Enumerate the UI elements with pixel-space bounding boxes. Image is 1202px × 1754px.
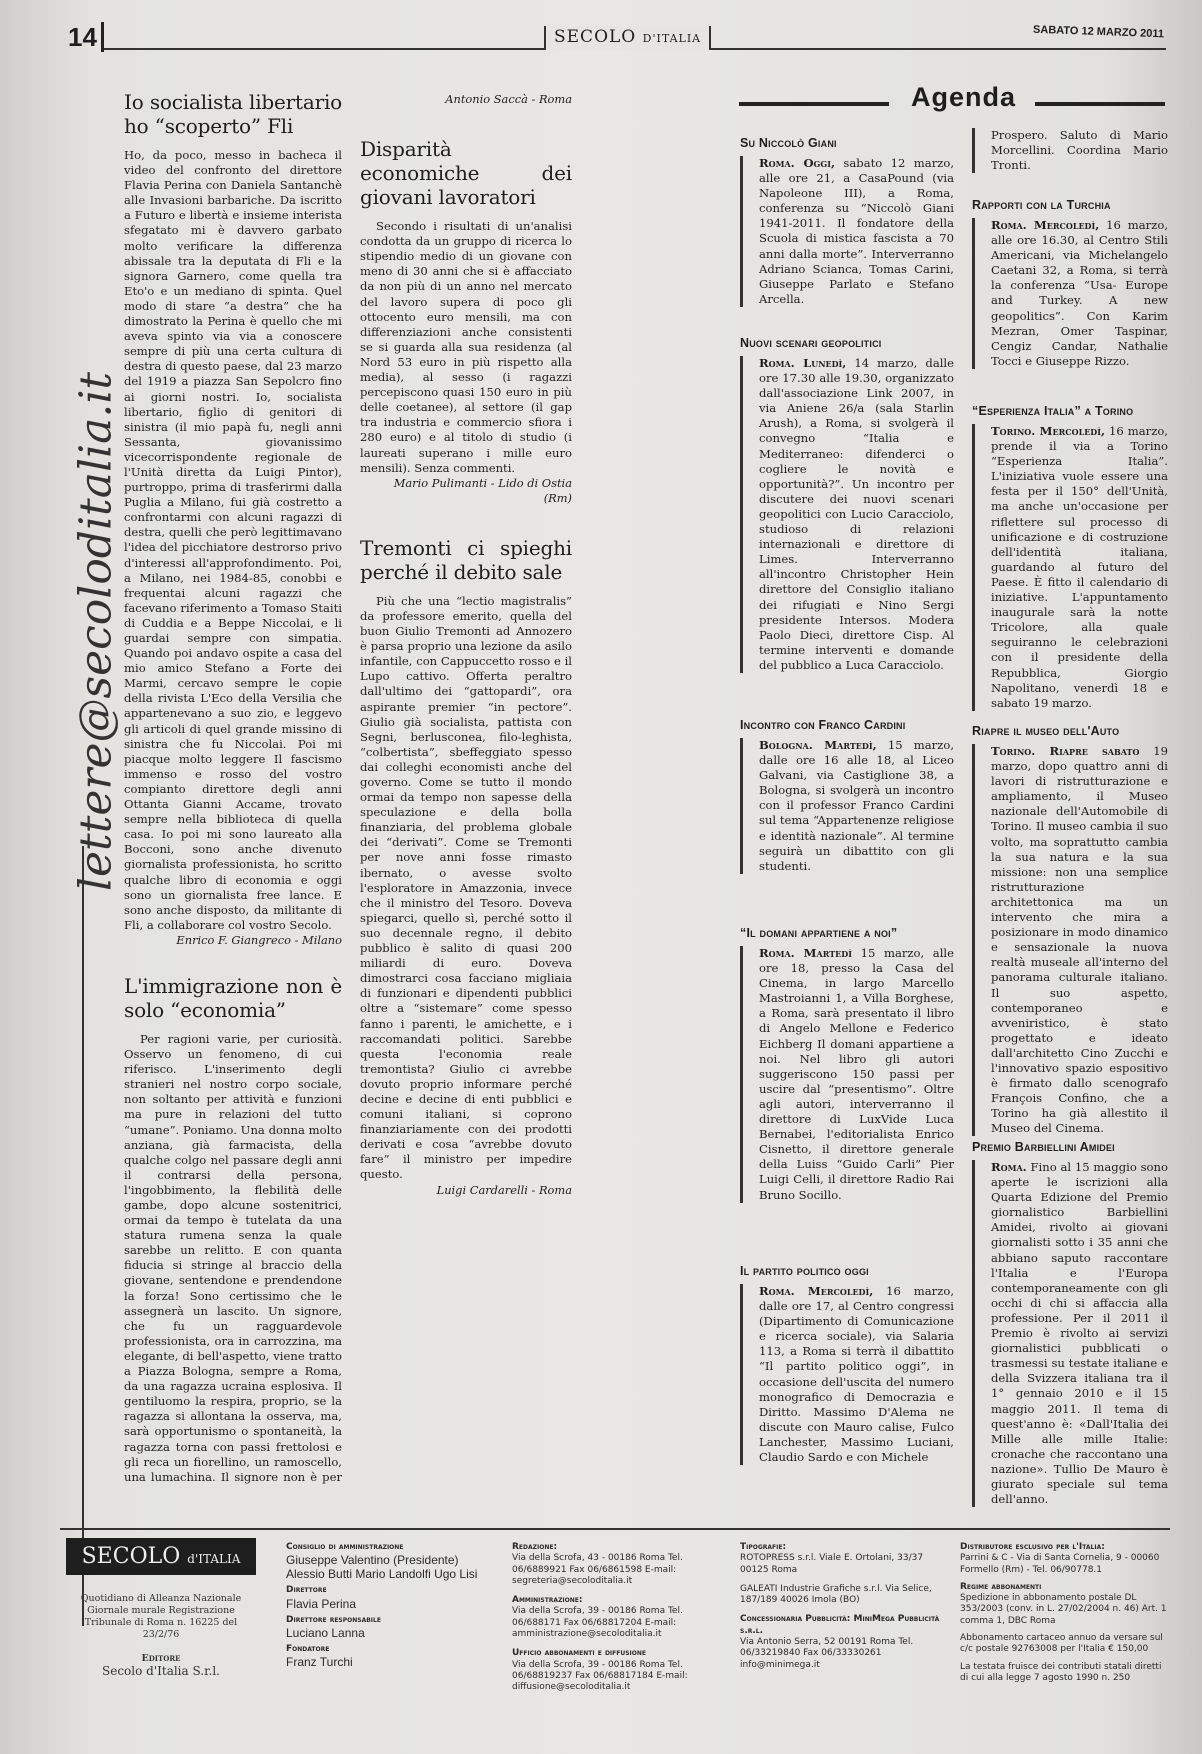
board-label: Consiglio di amministrazione — [286, 1542, 404, 1552]
letter-title: Tremonti ci spieghi perché il debito sale — [360, 535, 572, 584]
agenda-item-text: 19 marzo, dopo quattro anni di lavori di ristrutturazione e ampliamento, il Museo nazionale dell'Automobile di Torino. Il museo cambia il suo volto, ma soprattutto cambia la sua natura e la sua missione: non una semplice ristrutturazione architettonica ma un intervento che mira a posizionare in modo dinamico e sensazionale la nuova realtà museale all'interno del panorama culturale italiano. Il suo aspetto, contemporaneo e avveniristico, è stato progettato e ideato dall'architetto Cino Zucchi e l'innovativo spazio espositivo è firmato dallo scenografo François Confino, che a Torino ha già allestito il Museo del Cinema. — [991, 744, 1168, 1136]
agenda-item-title: Premio Barbiellini Amidei — [972, 1140, 1115, 1154]
agenda-item-title: Rapporti con la Turchia — [972, 198, 1111, 212]
abb2-value: Abbonamento cartaceo annuo da versare sul c/c postale 92763008 per l'Italia € 150,00 — [960, 1633, 1163, 1655]
agenda-item-lead: Roma. Lunedì, — [759, 356, 847, 370]
agenda-item-title: Su Niccolò Giani — [740, 136, 837, 150]
footer-logo-suffix: d'ITALIA — [187, 1552, 241, 1566]
letter-signature: Antonio Saccà - Roma — [445, 92, 572, 106]
letter-title: Io socialista libertario ho “scoperto” Fli — [124, 90, 342, 138]
redazione-value: Via della Scrofa, 43 - 00186 Roma Tel. 06/6889921 Fax 06/6861598 E-mail: segreteria@secoloditalia.it — [512, 1553, 683, 1586]
letters-column-2 — [360, 92, 572, 1482]
colophon-masthead — [66, 1538, 256, 1734]
uff-label: Ufficio abbonamenti e diffusione — [512, 1648, 647, 1659]
letters-column-1 — [124, 84, 342, 1484]
agenda-item — [972, 128, 1168, 173]
footer-logo-name: SECOLO — [81, 1544, 181, 1569]
tipo-value: ROTOPRESS s.r.l. Viale E. Ortolani, 33/37 00125 Roma — [740, 1553, 924, 1575]
agenda-item-lead: Bologna. Martedì, — [759, 738, 877, 752]
agenda-item-text: 14 marzo, dalle ore 17.30 alle 19.30, organizzato dall'associazione Link 2007, in via Aniene 26/a (sala Starlin Arush), a Roma, si svolgerà il convegno “Italia e Mediterraneo: difenderci o cogliere le novità e opportunità?”. Un incontro per discutere dei nuovi scenari geopolitici con Lucio Caracciolo, studioso di relazioni internazionali e direttore di Limes. Interverranno all'incontro Christopher Hein direttore del Consiglio italiano dei rifugiati e Nino Sergi presidente Intersos. Modera Paolo Dieci, direttore Cisp. Al termine interventi e domande del pubblico a Luca Caracciolo. — [759, 356, 955, 672]
colophon-distribution — [960, 1542, 1168, 1684]
masthead-name: SECOLO — [554, 27, 637, 47]
abb-label: Regime abbonamenti — [960, 1581, 1042, 1592]
abb-value: Spedizione in abbonamento postale DL 353/2003 (conv. in L. 27/02/2004 n. 46) Art. 1 comma 1, DBC Roma — [960, 1593, 1167, 1626]
colophon — [60, 1528, 1170, 1738]
conc-label: Concessionaria Pubblicità: MiniMega Pubblicità s.r.l. — [740, 1614, 940, 1636]
agenda-item-lead: Torino. Riapre sabato — [991, 744, 1140, 758]
agenda-item-title: “Esperienza Italia” a Torino — [972, 404, 1134, 418]
agenda-item-lead: Roma. Martedì — [759, 946, 852, 960]
agenda-heading — [725, 82, 1165, 122]
agenda-item — [740, 718, 954, 874]
founder-value: Franz Turchi — [286, 1655, 353, 1670]
agenda-item-lead: Roma. — [991, 1160, 1027, 1174]
registration-info: Quotidiano di Alleanza Nazionale Giornale murale Registrazione Tribunale di Roma n. 16225 del 23/2/76 — [80, 1593, 242, 1640]
letter-text: Più che una “lectio magistralis” da professore emerito, quella del buon Giulio Tremonti ad Annozero è parsa proprio una lezione da asilo infantile, con Cappuccetto rosso e il Lupo cattivo. Offerta peraltro dall'ultimo dei “gattopardi”, ora aspirante premier “in pectore”. Giulio già socialista, pattista con Segni, berlusconea, filo-leghista, “colbertista”, sbeffeggiato spesso dai colleghi economisti anche del governo. Come se tutto il mondo ormai da tempo non sapesse della speculazione e della bolla finanziaria, del problema globale dei “derivati”. Come se Tremonti per nove anni fosse rimasto ibernato, o avesse svolto l'esploratore in Amazzonia, invece che il ministro del Tesoro. Doveva spiegarci, quello sì, perché sotto il suo decennale regno, il debito pubblico è salito di quasi 200 miliardi di euro. Doveva dimostrarci cosa facciano migliaia di funzionari e dipendenti pubblici oltre a “sistemare” come spesso fanno i parenti, le amichette, e i raccomandati politici. Sarebbe questa l'economia reale tremontista? Giulio ci avrebbe dovuto proprio informare perché decine e decine di enti pubblici e comuni italiani, si coprono finanziariamente con dei prodotti derivati e cosa “avrebbe dovuto fare” il ministro per impedire questo. — [360, 593, 572, 1182]
page-header — [64, 18, 1166, 52]
agenda-item-text: 15 marzo, alle ore 18, presso la Casa del Cinema, in largo Marcello Mastroianni 1, a Villa Borghese, a Roma, sarà presentato il libro di Angelo Mellone e Federico Eichberg Il domani appartiene a noi. Nel libro gli autori suggeriscono 150 passi per uscire dal “presentismo”. Oltre agli autori, interverranno il direttore di LuxVide Luca Bernabei, l'editorialista Enrico Cisnetto, il direttore generale della Luiss “Guido Carli” Pier Luigi Celli, il direttore Radio Rai Bruno Socillo. — [759, 946, 954, 1202]
agenda-item — [972, 724, 1168, 1136]
agenda-bar — [739, 102, 889, 106]
letter-text: Secondo i risultati di un'analisi condotta da un gruppo di ricerca lo stipendio medio di un giovane con meno di 30 anni che si è affacciato da non più di un anno nel mercato del lavoro supera di poco gli ottocento euro mensili, ma con differenziazioni anche consistenti se si guarda alla sua residenza (al Nord 53 euro in più rispetto alla media), al sesso (i ragazzi percepiscono quasi 150 euro in più delle coetanee), al settore (il gap tra industria e commercio sfiora i 280 euro) e al titolo di studio (i laureati superano i mille euro mensili). Senza commenti. — [360, 219, 572, 475]
letter-text: Ho, da poco, messo in bacheca il video del confronto del direttore Flavia Perina con Daniela Santanchè alle Invasioni barbariche. Da iscritto a Futuro e libertà e insieme interista sfegatato mi è davvero garbato molto verificare la differenza abissale tra la deputata di Fli e la signora Garnero, come quella tra Eto'o e un mediano di spinta. Quel modo di stare “a destra” che ha dimostrato la Perina è quello che mi aveva spinto via via a conoscere sempre di più una certa cultura di destra di questo paese, dal 23 marzo del 1919 a piazza San Sepolcro fino ai giorni nostri. Io, socialista libertario, figlio di genitori di sinistra (il mio papà fu, negli anni Sessanta, giovanissimo vicecorrispondente regionale de l'Unità diretta da Luigi Pintor), purtroppo, prima di trasferirmi dalla Puglia a Milano, fui già costretto a confrontarmi con alcuni ragazzi di destra, quelli che però legittimavano l'idea del picchiatore destrorso privo d'interessi all'approfondimento. Poi, a Milano, nei 1984-85, conobbi e frequentai alcuni ragazzi che facevano riferimento a Tomaso Staiti di Cuddia e a Beppe Niccolai, e li guardai sempre con simpatia. Quando poi andavo ospite a casa del mio amico Stefano a Forte dei Marmi, cercavo sempre le copie della rivista L'Eco della Versilia che appartenevano a suo zio, e leggevo gli articoli di quel grande missino di sinistra che fu Niccolai. Poi mi piacque molto leggere Il fascismo immenso e rosso del vostro compianto direttore degli anni Ottanta Gianni Accame, trovato sempre nella biblioteca di quella casa. Io poi mi sono laureato alla Bocconi, sono anche divenuto giornalista professionista, ho scritto qualche libro di economia e oggi sono un giornalista free lance. E sono anche disposto, da militante di Fli, a collaborare col vostro Secolo. — [124, 148, 342, 932]
agenda-item-lead: Roma. Oggi, — [759, 156, 835, 170]
letter-signature: Luigi Cardarelli - Roma — [436, 1182, 572, 1197]
sidebar-rule — [82, 846, 84, 1626]
redazione-label: Redazione: — [512, 1542, 558, 1552]
agenda-title: Agenda — [911, 82, 1017, 112]
editor-label: Editore — [141, 1653, 181, 1664]
agenda-item-title: Riapre il museo dell'Auto — [972, 724, 1120, 738]
legge-value: La testata fruisce dei contributi statali diretti di cui alla legge 7 agosto 1990 n. 250 — [960, 1661, 1162, 1683]
letters-email: lettere@secoloditalia.it — [70, 371, 122, 892]
director-value: Flavia Perina — [286, 1596, 357, 1611]
agenda-item — [740, 1264, 954, 1465]
agenda-item-lead: Roma. Mercoledì, — [759, 1284, 874, 1298]
letters-sidebar — [52, 96, 122, 1636]
letter-title: Disparità economiche dei giovani lavoratori — [360, 137, 572, 210]
page-number: 14 — [68, 22, 104, 52]
agenda-item — [972, 404, 1168, 711]
agenda-item — [740, 336, 954, 673]
director-label: Direttore — [286, 1585, 327, 1596]
uff-value: Via della Scrofa, 39 - 00186 Roma Tel. 06/68819237 Fax 06/68817184 E-mail: diffusione@secoloditalia.it — [512, 1659, 688, 1693]
agenda-item-lead: Roma. Mercoledì, — [991, 218, 1100, 232]
masthead-suffix: D'ITALIA — [642, 32, 702, 45]
agenda-item-title: Nuovi scenari geopolitici — [740, 336, 882, 350]
agenda-item — [740, 136, 954, 307]
resp-value: Luciano Lanna — [286, 1625, 365, 1640]
issue-date: SABATO 12 MARZO 2011 — [1032, 23, 1165, 41]
colophon-printers — [740, 1542, 940, 1671]
amm-label: Amministrazione: — [512, 1595, 583, 1606]
colophon-offices — [512, 1542, 722, 1694]
agenda-bar — [1035, 102, 1165, 106]
letter-title: L'immigrazione non è solo “economia” — [124, 973, 342, 1022]
agenda-item-text: 16 marzo, prende il via a Torino “Esperienza Italia”. L'iniziativa vuole essere una festa per il 150° dell'Unità, ma anche un'occasione per riflettere sul processo di unificazione e di costruzione dell'identità italiana, guardando al futuro del Paese. È fitto il calendario di iniziative. L'appuntamento inaugurale sarà la notte Tricolore, alla quale seguiranno le celebrazioni con il presidente della Repubblica, Giorgio Napolitano, venerdì 18 e sabato 19 marzo. — [991, 424, 1168, 710]
board-value: Giuseppe Valentino (Presidente) Alessio Butti Mario Landolfi Ugo Lisi — [286, 1553, 478, 1582]
agenda-item — [972, 1140, 1168, 1507]
resp-label: Direttore responsabile — [286, 1614, 381, 1625]
agenda-item-text: Prospero. Saluto di Mario Morcellini. Coordina Mario Tronti. — [991, 128, 1168, 173]
editor-value: Secolo d'Italia S.r.l. — [102, 1664, 220, 1678]
distr-label: Distributore esclusivo per l'Italia: — [960, 1542, 1105, 1552]
agenda-item — [740, 926, 954, 1203]
agenda-item-text: 16 marzo, alle ore 16.30, al Centro Stili Americani, via Michelangelo Caetani 32, a Roma, si terrà la conferenza “Usa- Europe and Turkey. A new geopolitics”. Con Karim Mezran, Omer Taspinar, Cengiz Candar, Nathalie Tocci e Giuseppe Rizzo. — [991, 218, 1168, 368]
conc-value: Via Antonio Serra, 52 00191 Roma Tel. 06/33219840 Fax 06/33330261 info@minimega.it — [740, 1637, 914, 1670]
agenda-item — [972, 198, 1168, 369]
agenda-item-title: Incontro con Franco Cardini — [740, 718, 906, 732]
founder-label: Fondatore — [286, 1643, 330, 1654]
agenda-item-title: Il partito politico oggi — [740, 1264, 869, 1278]
agenda-item-text: 15 marzo, dalle ore 16 alle 18, al Liceo Galvani, via Castiglione 38, a Bologna, si svolgerà un incontro con il professor Franco Cardini sul tema “Appartenenze religiose e identità nazionale”. Al termine seguirà un dibattito con gli studenti. — [759, 738, 954, 873]
agenda-item-text: Fino al 15 maggio sono aperte le iscrizioni alla Quarta Edizione del Premio giornalistico Barbiellini Amidei, rivolto ai giovani giornalisti sotto i 35 anni che abbiano saputo raccontare l'Italia e l'Europa contemporaneamente con gli occhi di chi si affaccia alla professione. Per il 2011 il Premio è rivolto ai servizi giornalistici pubblicati o trasmessi su testate italiane e della Svizzera italiana tra il 1° gennaio 2010 e il 15 maggio 2011. Il tema di quest'anno è: «Dall'Italia dei Mille alle mille Italie: cronache che raccontano una nazione». Tullio De Mauro è giurato speciale sul tema dell'anno. — [991, 1160, 1168, 1507]
agenda-item-title: “Il domani appartiene a noi” — [740, 926, 898, 940]
footer-logo — [66, 1538, 256, 1575]
distr-value: Parrini & C - Via di Santa Cornelia, 9 - 00060 Formello (Rm) - Tel. 06/90778.1 — [960, 1553, 1160, 1575]
tipo-label: Tipografie: — [740, 1542, 787, 1552]
agenda-item-text: sabato 12 marzo, alle ore 21, a CasaPound (via Napoleone III), a Roma, conferenza su “Niccolò Giani 1941-2011. Il fondatore della Scuola di mistica fascista a 70 anni dalla morte”. Interverranno Adriano Scianca, Tomas Carini, Giuseppe Parlato e Stefano Arcella. — [759, 156, 955, 306]
agenda-item-text: 16 marzo, dalle ore 17, al Centro congressi (Dipartimento di Comunicazione e ricerca sociale), via Salaria 113, a Roma si terrà il dibattito “Il partito politico oggi”, in occasione dell'uscita del numero monografico di Democrazia e Diritto. Massimo D'Alema ne discute con Mauro calise, Fulco Lanchester, Massimo Luciani, Claudio Sardo e con Michele — [759, 1284, 954, 1465]
masthead — [544, 26, 711, 50]
letter-signature: Enrico F. Giangreco - Milano — [176, 932, 342, 947]
letter-signature: Mario Pulimanti - Lido di Ostia (Rm) — [393, 475, 572, 505]
colophon-staff — [286, 1542, 496, 1669]
agenda-item-lead: Torino. Mercoledì, — [991, 424, 1106, 438]
galeati-value: GALEATI Industrie Grafiche s.r.l. Via Selice, 187/189 40026 Imola (BO) — [740, 1583, 932, 1606]
amm-value: Via della Scrofa, 39 - 00186 Roma Tel. 06/688171 Fax 06/68817204 E-mail: amministrazione@secoloditalia.it — [512, 1606, 683, 1640]
letter-text: Per ragioni varie, per curiosità. Osservo un fenomeno, di cui riferisco. L'inserimento degli stranieri nel nostro corpo sociale, non soltanto per attività e funzioni ma pure in relazioni del tutto “umane”. Poniamo. Una donna molto anziana, già farmacista, della qualche colgo nel passare degli anni il contrarsi della persona, l'ingobbimento, la flebilità delle gambe, dopo alcune sostenitrici, ormai da tempo è tutelata da una statura rumena senza la quale sarebbe un relitto. E con quanta fiducia si stringe al braccio della giovane, sentendone e prendendone la forza! Sono certissimo che le assegnerà un lascito. Un signore, che fu un ragguardevole professionista, ora in carrozzina, ma elegante, di bell'aspetto, viene tratto a Piazza Bologna, sempre a Roma, da una ragazza ucraina esplosiva. Il gentiluomo la respira, proprio, se la ragazza si allontana la osserva, ma, sarà opportunismo o spontaneità, la ragazza torna con passi frettolosi e gli reca un fiorellino, un ramoscello, una lumachina. Il signore non è per — [124, 1031, 342, 1484]
